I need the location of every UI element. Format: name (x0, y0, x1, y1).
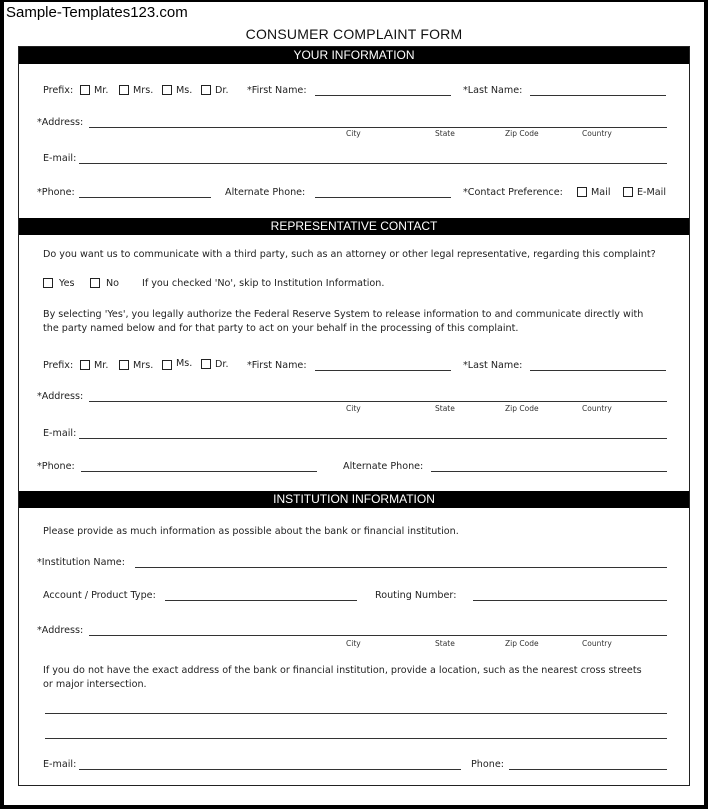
contact-preference-label: *Contact Preference: (463, 187, 563, 198)
prefix-dr-checkbox[interactable] (201, 85, 211, 95)
rep-phone-field[interactable] (81, 471, 317, 472)
institution-address-field[interactable] (89, 635, 667, 636)
prefix-mrs-checkbox[interactable] (119, 85, 129, 95)
rep-phone-label: *Phone: (37, 461, 75, 472)
rep-prefix-ms-label: Ms. (176, 358, 193, 369)
location-note-line-2: or major intersection. (43, 679, 147, 690)
institution-email-label: E-mail: (43, 759, 77, 770)
prefix-mr-checkbox[interactable] (80, 85, 90, 95)
rep-prefix-mr-checkbox[interactable] (80, 360, 90, 370)
address-country-sublabel: Country (582, 129, 612, 138)
location-line-1-field[interactable] (45, 713, 667, 714)
rep-prefix-dr-checkbox[interactable] (201, 359, 211, 369)
rep-last-name-label: *Last Name: (463, 360, 523, 371)
rep-last-name-field[interactable] (530, 370, 666, 371)
rep-prefix-mrs-label: Mrs. (133, 360, 154, 371)
prefix-label: Prefix: (43, 85, 74, 96)
contact-mail-checkbox[interactable] (577, 187, 587, 197)
rep-address-zip-sublabel: Zip Code (505, 404, 539, 413)
rep-prefix-mrs-checkbox[interactable] (119, 360, 129, 370)
third-party-question: Do you want us to communicate with a third party, such as an attorney or other legal representative, regarding this complaint? (43, 249, 656, 260)
institution-address-label: *Address: (37, 625, 84, 636)
institution-address-city-sublabel: City (346, 639, 361, 648)
account-type-label: Account / Product Type: (43, 590, 156, 601)
address-state-sublabel: State (435, 129, 455, 138)
third-party-yes-label: Yes (59, 278, 75, 289)
address-field[interactable] (89, 127, 667, 128)
third-party-no-label: No (106, 278, 120, 289)
address-zip-sublabel: Zip Code (505, 129, 539, 138)
alt-phone-field[interactable] (315, 197, 451, 198)
contact-email-checkbox[interactable] (623, 187, 633, 197)
rep-first-name-label: *First Name: (247, 360, 307, 371)
contact-email-label: E-Mail (637, 187, 667, 198)
rep-alt-phone-field[interactable] (431, 471, 667, 472)
authorization-line-2: the party named below and for that party to act on your behalf in the processing of this complaint. (43, 323, 519, 334)
address-label: *Address: (37, 117, 84, 128)
institution-phone-field[interactable] (509, 769, 667, 770)
first-name-field[interactable] (315, 95, 451, 96)
routing-number-field[interactable] (473, 600, 667, 601)
rep-address-label: *Address: (37, 391, 84, 402)
rep-first-name-field[interactable] (315, 370, 451, 371)
alt-phone-label: Alternate Phone: (225, 187, 306, 198)
institution-name-field[interactable] (135, 567, 667, 568)
last-name-label: *Last Name: (463, 85, 523, 96)
email-field[interactable] (79, 163, 667, 164)
address-city-sublabel: City (346, 129, 361, 138)
rep-prefix-mr-label: Mr. (94, 360, 109, 371)
form-frame (18, 46, 690, 786)
location-line-2-field[interactable] (45, 738, 667, 739)
rep-prefix-dr-label: Dr. (215, 359, 229, 370)
form-title: CONSUMER COMPLAINT FORM (245, 26, 463, 42)
phone-label: *Phone: (37, 187, 75, 198)
rep-address-field[interactable] (89, 401, 667, 402)
institution-address-zip-sublabel: Zip Code (505, 639, 539, 648)
prefix-ms-label: Ms. (176, 85, 193, 96)
section-header-institution-information: INSTITUTION INFORMATION (19, 491, 689, 508)
location-note (43, 664, 642, 692)
authorization-text (43, 308, 643, 336)
rep-address-city-sublabel: City (346, 404, 361, 413)
watermark: Sample-Templates123.com (6, 4, 188, 21)
prefix-dr-label: Dr. (215, 85, 229, 96)
first-name-label: *First Name: (247, 85, 307, 96)
phone-field[interactable] (79, 197, 211, 198)
rep-alt-phone-label: Alternate Phone: (343, 461, 424, 472)
account-type-field[interactable] (165, 600, 357, 601)
prefix-mrs-label: Mrs. (133, 85, 154, 96)
rep-email-field[interactable] (79, 438, 667, 439)
institution-address-state-sublabel: State (435, 639, 455, 648)
contact-mail-label: Mail (591, 187, 611, 198)
institution-address-country-sublabel: Country (582, 639, 612, 648)
authorization-line-1: By selecting 'Yes', you legally authorize the Federal Reserve System to release information to and communicate directly with (43, 309, 644, 320)
section-header-representative-contact: REPRESENTATIVE CONTACT (19, 218, 689, 235)
institution-intro: Please provide as much information as possible about the bank or financial institution. (43, 526, 459, 537)
routing-number-label: Routing Number: (375, 590, 457, 601)
rep-prefix-label: Prefix: (43, 360, 74, 371)
no-skip-note: If you checked 'No', skip to Institution Information. (142, 278, 385, 289)
prefix-ms-checkbox[interactable] (162, 85, 172, 95)
rep-address-country-sublabel: Country (582, 404, 612, 413)
section-header-your-information: YOUR INFORMATION (19, 47, 689, 64)
institution-name-label: *Institution Name: (37, 557, 125, 568)
institution-phone-label: Phone: (471, 759, 504, 770)
email-label: E-mail: (43, 153, 77, 164)
rep-email-label: E-mail: (43, 428, 77, 439)
third-party-yes-checkbox[interactable] (43, 278, 53, 288)
rep-prefix-ms-checkbox[interactable] (162, 360, 172, 370)
last-name-field[interactable] (530, 95, 666, 96)
prefix-mr-label: Mr. (94, 85, 109, 96)
form-page (4, 2, 704, 805)
location-note-line-1: If you do not have the exact address of the bank or financial institution, provide a location, such as the nearest cross streets (43, 665, 642, 676)
third-party-no-checkbox[interactable] (90, 278, 100, 288)
rep-address-state-sublabel: State (435, 404, 455, 413)
institution-email-field[interactable] (79, 769, 461, 770)
